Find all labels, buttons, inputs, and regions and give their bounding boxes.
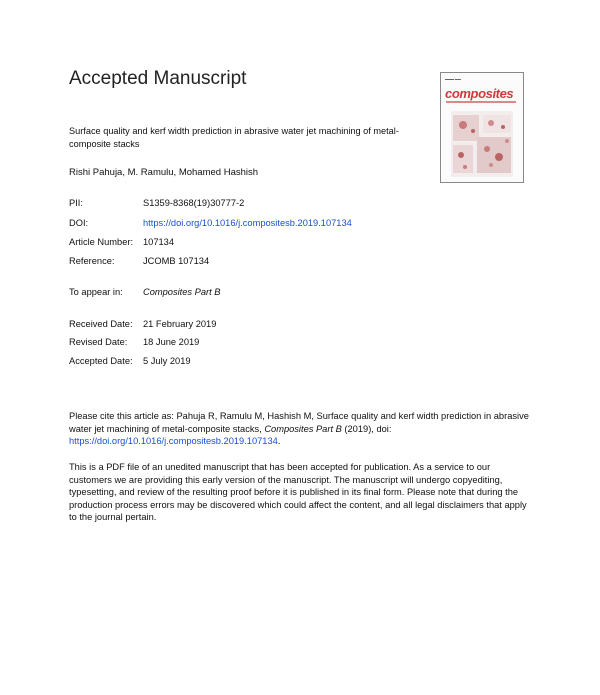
- citation-prefix: Please cite this article as: Pahuja R, Ramulu M, Hashish M, Surface quality and kerf width prediction in abrasive water jet machining of metal-composite stacks,: [69, 411, 529, 434]
- citation-doi-link[interactable]: https://doi.org/10.1016/j.compositesb.2019.107134: [69, 436, 278, 446]
- article-authors: Rishi Pahuja, M. Ramulu, Mohamed Hashish: [69, 167, 259, 178]
- article-title: Surface quality and kerf width prediction in abrasive water jet machining of metal-composite stacks: [69, 126, 399, 149]
- meta-doi-label: DOI:: [69, 218, 89, 228]
- citation-journal: Composites Part B: [264, 423, 342, 434]
- meta-article-number-label: Article Number:: [69, 237, 134, 247]
- meta-to-appear-label: To appear in:: [69, 287, 123, 297]
- doi-link[interactable]: https://doi.org/10.1016/j.compositesb.2019.107134: [143, 218, 352, 228]
- meta-accepted-value: 5 July 2019: [143, 356, 191, 366]
- cover-journal-name: composites: [445, 86, 514, 101]
- meta-revised-label: Revised Date:: [69, 337, 128, 347]
- meta-to-appear-value: Composites Part B: [143, 287, 221, 297]
- meta-received-value: 21 February 2019: [143, 319, 217, 329]
- meta-article-number-value: 107134: [143, 237, 175, 247]
- citation-paragraph: [69, 410, 534, 448]
- cover-header-line: ▬▬▬ ▬▬: [445, 77, 461, 81]
- meta-reference-label: Reference:: [69, 256, 115, 266]
- meta-pii-label: PII:: [69, 198, 83, 208]
- cover-divider: [446, 101, 516, 103]
- journal-cover-image: [440, 72, 524, 183]
- meta-revised-value: 18 June 2019: [143, 337, 200, 347]
- meta-accepted-label: Accepted Date:: [69, 356, 133, 366]
- citation-suffix: .: [277, 436, 281, 446]
- meta-pii-value: S1359-8368(19)30777-2: [143, 198, 245, 208]
- page-title: Accepted Manuscript: [69, 68, 247, 89]
- manuscript-notice: This is a PDF file of an unedited manuscript that has been accepted for publication. As a service to our customers we are providing this early version of the manuscript. The manuscript will undergo copyediting, typesetting, and review of the resulting proof before it is published in its final form. Please note that during the production process errors may be discovered which could affect the content, and all legal disclaimers that apply to the journal pertain.: [69, 462, 527, 522]
- meta-reference-value: JCOMB 107134: [143, 256, 210, 266]
- meta-received-label: Received Date:: [69, 319, 133, 329]
- cover-artwork: [451, 111, 513, 177]
- citation-middle: (2019), doi:: [341, 423, 392, 434]
